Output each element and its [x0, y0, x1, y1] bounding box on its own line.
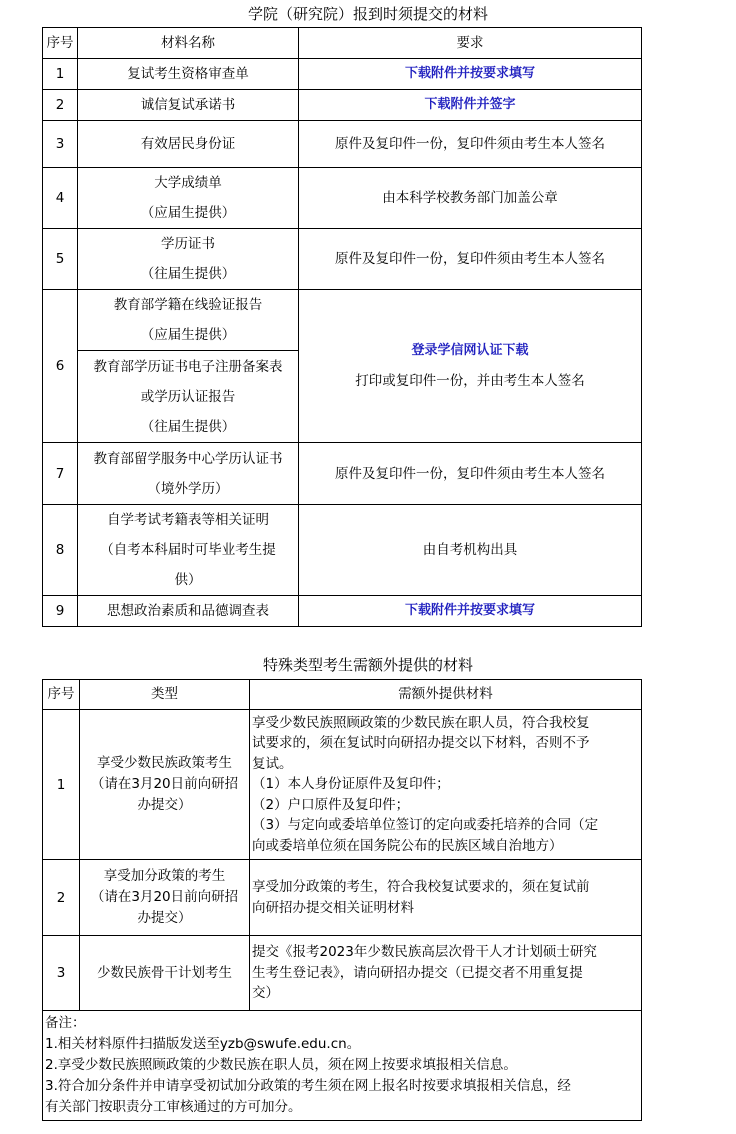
text-line: 享受加分政策的考生 [103, 868, 226, 884]
header-label: 序号 [46, 34, 74, 51]
text-line: （自考本科届时可毕业考生提 [100, 542, 276, 558]
text-line: 办提交） [137, 910, 192, 926]
material-name-cell [78, 596, 299, 627]
text-line: 有关部门按职责分工审核通过的方可加分。 [45, 1099, 302, 1115]
text-line: 2.享受少数民族照顾政策的少数民族在职人员，须在网上按要求填报相关信息。 [45, 1057, 517, 1073]
row-number-cell [43, 596, 78, 627]
material-name-cell [78, 59, 299, 90]
text-line: （应届生提供） [140, 205, 236, 221]
text-line: （3）与定向或委培单位签订的定向或委托培养的合同（定 [252, 817, 599, 834]
text-line: （往届生提供） [140, 418, 236, 435]
row-number: 5 [55, 251, 65, 267]
text-line: （请在3月20日前向研招 [90, 889, 239, 905]
text-line: 向研招办提交相关证明材料 [252, 899, 414, 916]
text-line: 1.相关材料原件扫描版发送至yzb@swufe.edu.cn。 [45, 1036, 361, 1052]
header-cell [80, 680, 250, 710]
table-row [43, 121, 642, 168]
row-number: 6 [55, 358, 65, 374]
text-line: 复试。 [252, 755, 293, 772]
row-number-cell [43, 505, 78, 596]
text-line: 供） [174, 572, 202, 588]
text-line: 下载附件并签字 [424, 97, 516, 112]
material-name-cell [78, 443, 299, 505]
extra-material-cell [250, 860, 642, 936]
material-name-cell [78, 168, 299, 229]
table-row [43, 290, 642, 351]
requirement-cell [299, 121, 642, 168]
header-label: 要求 [456, 34, 484, 51]
text-line: 教育部留学服务中心学历认证书 [93, 450, 283, 467]
extra-material-cell [250, 710, 642, 860]
text-line: 少数民族骨干计划考生 [97, 964, 232, 981]
requirement-cell [299, 290, 642, 443]
text-line: 或学历认证报告 [140, 388, 236, 405]
table-row [43, 860, 642, 936]
text-line: 生考生登记表》，请向研招办提交（已提交者不用重复提 [252, 964, 583, 981]
text-line: 3.符合加分条件并申请享受初试加分政策的考生须在网上报名时按要求填报相关信息，经 [45, 1078, 571, 1094]
special-materials-table [42, 679, 642, 1121]
row-number: 1 [56, 776, 66, 793]
text-line: 学历证书 [161, 236, 215, 252]
text-line: 由自考机构出具 [422, 542, 518, 558]
row-number-cell [43, 229, 78, 290]
type-cell [80, 860, 250, 936]
text-line: 备注： [45, 1015, 86, 1031]
text-line: 思想政治素质和品德调查表 [107, 603, 269, 619]
text-line: （往届生提供） [140, 266, 236, 282]
table-row [43, 168, 642, 229]
requirement-cell [299, 59, 642, 90]
material-name-cell [78, 90, 299, 121]
text-line: 大学成绩单 [154, 175, 222, 191]
requirement-cell [299, 596, 642, 627]
text-line: 原件及复印件一份，复印件须由考生本人签名 [335, 465, 605, 482]
text-line: 诚信复试承诺书 [140, 97, 236, 113]
row-number-cell [43, 59, 78, 90]
requirement-link: 登录学信网认证下载 [411, 343, 529, 358]
row-number-cell [43, 121, 78, 168]
materials-table [42, 27, 642, 627]
table2-title: 特殊类型考生需额外提供的材料 [262, 656, 473, 674]
header-label: 需额外提供材料 [398, 686, 493, 702]
header-label: 序号 [47, 686, 75, 702]
text-line: 向或委培单位须在国务院公布的民族区域自治地方） [252, 837, 563, 854]
text-line: 下载附件并按要求填写 [404, 66, 535, 81]
table-row [43, 505, 642, 596]
material-name-cell [78, 229, 299, 290]
text-line: （2）户口原件及复印件； [252, 796, 410, 813]
type-cell [80, 710, 250, 860]
type-cell [80, 936, 250, 1011]
text-line: 享受加分政策的考生，符合我校复试要求的，须在复试前 [252, 879, 590, 895]
header-cell [299, 28, 642, 59]
row-number-cell [43, 90, 78, 121]
requirement-cell [299, 229, 642, 290]
material-name-cell [78, 290, 299, 351]
requirement-text: 打印或复印件一份，并由考生本人签名 [355, 373, 585, 389]
notes-cell [43, 1011, 642, 1121]
header-cell [43, 680, 80, 710]
requirement-cell [299, 168, 642, 229]
row-number: 4 [55, 190, 65, 206]
text-line: （1）本人身份证原件及复印件； [252, 776, 450, 793]
row-number: 2 [55, 97, 65, 113]
text-line: 由本科学校教务部门加盖公章 [382, 190, 558, 206]
text-line: 原件及复印件一份，复印件须由考生本人签名 [335, 251, 605, 267]
text-line: 教育部学历证书电子注册备案表 [93, 358, 283, 375]
header-label: 材料名称 [161, 34, 215, 51]
table-row [43, 90, 642, 121]
text-line: 享受少数民族照顾政策的少数民族在职人员，符合我校复 [252, 714, 590, 731]
material-name-cell [78, 121, 299, 168]
row-number-cell [43, 860, 80, 936]
table-row [43, 443, 642, 505]
material-name-cell [78, 351, 299, 443]
header-cell [43, 28, 78, 59]
row-number-cell [43, 936, 80, 1011]
row-number-cell [43, 290, 78, 443]
table-row [43, 596, 642, 627]
text-line: 享受少数民族政策考生 [97, 755, 232, 771]
table1-title: 学院（研究院）报到时须提交的材料 [247, 5, 488, 23]
row-number: 3 [55, 136, 65, 152]
text-line: 有效居民身份证 [140, 136, 236, 152]
row-number-cell [43, 168, 78, 229]
table-row [43, 936, 642, 1011]
text-line: （应届生提供） [140, 327, 236, 343]
table-row [43, 710, 642, 860]
header-label: 类型 [151, 686, 178, 702]
row-number: 3 [56, 965, 66, 981]
header-cell [250, 680, 642, 710]
notes-row [43, 1011, 642, 1121]
header-cell [78, 28, 299, 59]
table-row [43, 229, 642, 290]
row-number-cell [43, 710, 80, 860]
text-line: 提交《报考2023年少数民族高层次骨干人才计划硕士研究 [252, 944, 597, 961]
requirement-cell [299, 90, 642, 121]
material-name-cell [78, 505, 299, 596]
row-number: 7 [55, 465, 65, 482]
text-line: 复试考生资格审查单 [127, 66, 249, 82]
text-line: 办提交） [137, 797, 192, 813]
text-line: 试要求的，须在复试时向研招办提交以下材料，否则不予 [252, 735, 590, 752]
table-row [43, 59, 642, 90]
requirement-cell [299, 505, 642, 596]
text-line: 原件及复印件一份，复印件须由考生本人签名 [335, 136, 605, 152]
row-number-cell [43, 443, 78, 505]
text-line: （境外学历） [147, 480, 229, 497]
requirement-cell [299, 443, 642, 505]
row-number: 9 [55, 603, 65, 619]
text-line: （请在3月20日前向研招 [90, 776, 239, 792]
text-line: 自学考试考籍表等相关证明 [107, 512, 269, 528]
extra-material-cell [250, 936, 642, 1011]
text-line: 下载附件并按要求填写 [404, 603, 535, 618]
text-line: 教育部学籍在线验证报告 [113, 297, 263, 313]
row-number: 8 [55, 542, 65, 558]
row-number: 2 [56, 889, 66, 906]
row-number: 1 [55, 66, 65, 82]
text-line: 交） [252, 985, 279, 1002]
